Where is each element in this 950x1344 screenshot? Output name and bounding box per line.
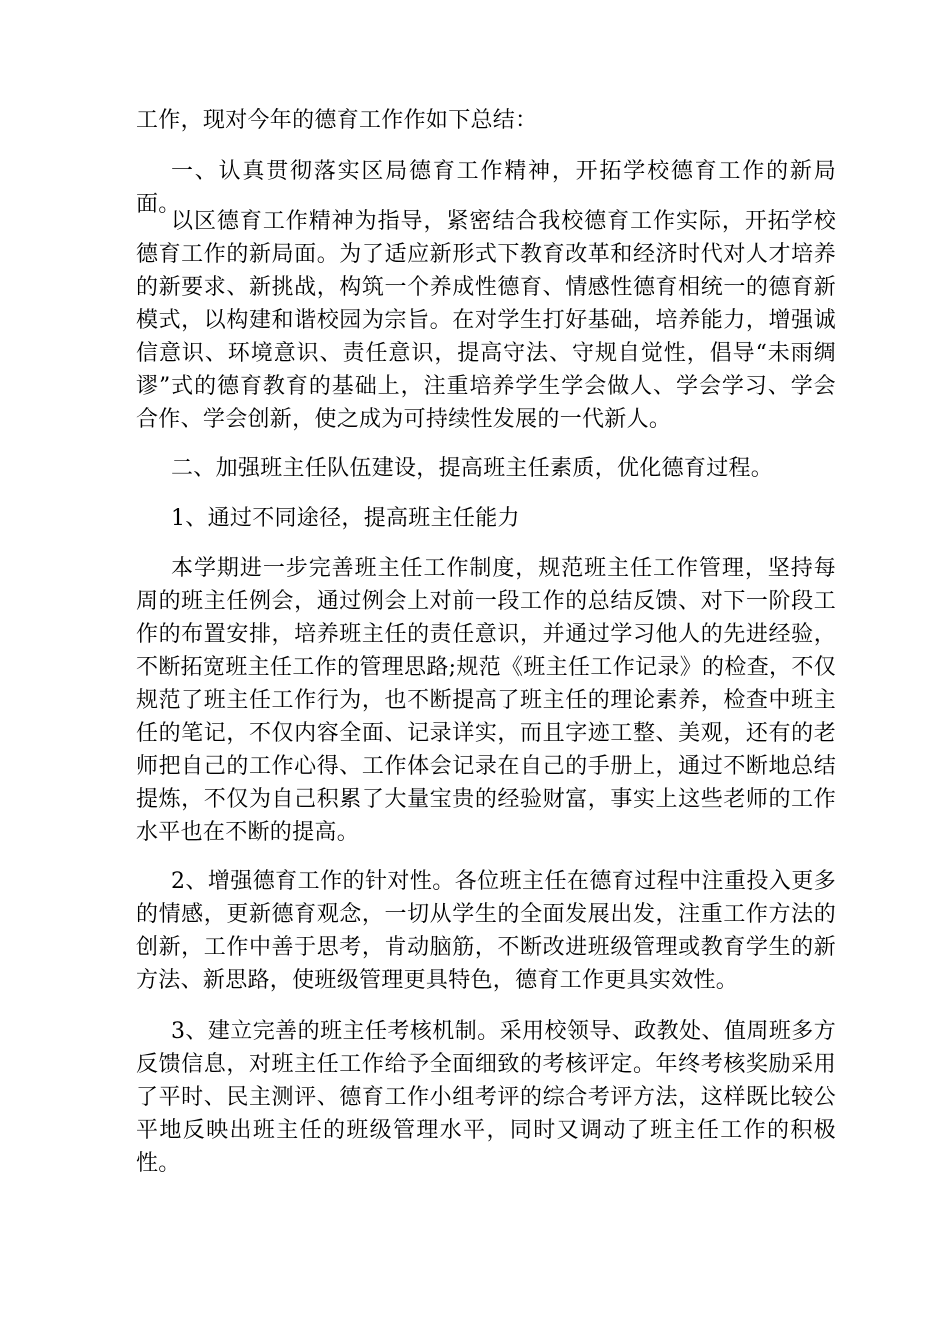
paragraph-2-2: 2、增强德育工作的针对性。各位班主任在德育过程中注重投入更多的情感，更新德育观念，一切从学生的全面发展出发，注重工作方法的创新，工作中善于思考，肯动脑筋，不断改进班级管理或教育学生的新方法、新思路，使班级管理更具特色，德育工作更具实效性。 [136, 869, 836, 993]
heading-section-2: 二、加强班主任队伍建设，提高班主任素质，优化德育过程。 [171, 456, 774, 481]
paragraph-intro: 工作，现对今年的德育工作作如下总结： [136, 108, 538, 133]
paragraph-2-3: 3、建立完善的班主任考核机制。采用校领导、政教处、值周班多方反馈信息，对班主任工作给予全面细致的考核评定。年终考核奖励采用了平时、民主测评、德育工作小组考评的综合考评方法，这样既比较公平地反映出班主任的班级管理水平，同时又调动了班主任工作的积极性。 [136, 1019, 836, 1176]
paragraph-section-1-body: 以区德育工作精神为指导，紧密结合我校德育工作实际，开拓学校德育工作的新局面。为了适应新形式下教育改革和经济时代对人才培养的新要求、新挑战，构筑一个养成性德育、情感性德育相统一的德育新模式，以构建和谐校园为宗旨。在对学生打好基础，培养能力，增强诚信意识、环境意识、责任意识，提高守法、守规自觉性，倡导“未雨绸谬”式的德育教育的基础上，注重培养学生学会做人、学会学习、学会合作、学会创新，使之成为可持续性发展的一代新人。 [136, 209, 836, 432]
heading-section-1: 一、认真贯彻落实区局德育工作精神，开拓学校德育工作的新局面。 [136, 159, 836, 217]
subheading-2-1: 1、通过不同途径，提高班主任能力 [171, 506, 520, 531]
paragraph-2-1-body: 本学期进一步完善班主任工作制度，规范班主任工作管理，坚持每周的班主任例会，通过例会上对前一段工作的总结反馈、对下一阶段工作的布置安排，培养班主任的责任意识，并通过学习他人的先进经验，不断拓宽班主任工作的管理思路;规范《班主任工作记录》的检查，不仅规范了班主任工作行为，也不断提高了班主任的理论素养，检查中班主任的笔记，不仅内容全面、记录详实，而且字迹工整、美观，还有的老师把自己的工作心得、工作体会记录在自己的手册上，通过不断地总结提炼，不仅为自己积累了大量宝贵的经验财富，事实上这些老师的工作水平也在不断的提高。 [136, 556, 836, 845]
